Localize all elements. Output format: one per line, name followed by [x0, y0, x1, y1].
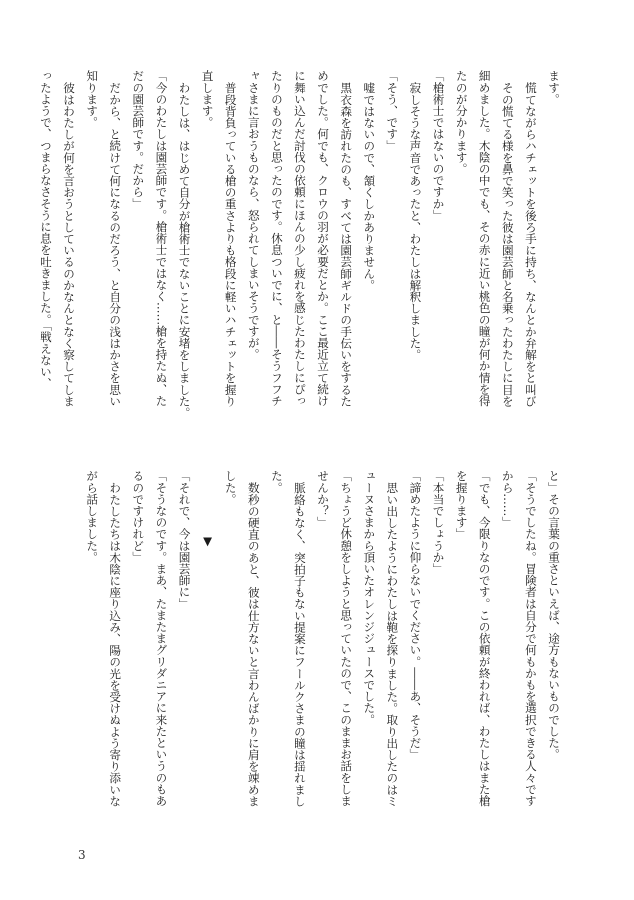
- text-line: がら話しました。: [85, 470, 100, 563]
- text-line: 「でも、今限りなのです。この依頼が終われば、わたしはまた槍: [477, 470, 492, 807]
- text-line: した。: [223, 470, 238, 505]
- text-line: 寂しそうな声音であったと、わたしは解釈しました。: [408, 81, 423, 360]
- text-line: 「そうなのです。まあ、たまたまグリダニアに来たというのもあ: [154, 470, 169, 807]
- text-line: たりのものだと思ったのです。休息ついでに、と――そうフフチ: [269, 70, 284, 407]
- text-line: 普段背負っている槍の重さよりも格段に軽いハチェットを握り: [223, 81, 238, 407]
- text-line: 「ちょうど休憩をしようと思っていたので、このままお話をしま: [339, 470, 354, 807]
- text-line: わたしは、はじめて自分が槍術士でないことに安堵をしました。: [177, 81, 192, 418]
- text-line: と」その言葉の重さといえば、途方もないものでした。: [547, 470, 561, 760]
- text-line: 「それで、今は園芸師に」: [177, 470, 192, 610]
- text-line: た。: [269, 470, 284, 494]
- text-line: 思い出したようにわたしは鞄を探りました。取り出したのはミ: [385, 481, 400, 807]
- text-line: 「今のわたしは園芸師です。槍術士ではなく……槍を持たぬ、た: [154, 70, 169, 407]
- text-line: だから、と続けて何になるのだろう、と自分の浅はかさを思い: [108, 81, 123, 407]
- text-line: 直します。: [200, 70, 215, 128]
- text-line: 「槍術士ではないのですか」: [431, 70, 446, 221]
- text-line: 「そうでしたね。冒険者は自分で何もかもを選択できる人々です: [523, 470, 538, 807]
- text-line: 黒衣森を訪れたのも、すべては園芸師ギルドの手伝いをするた: [339, 81, 354, 407]
- text-block-bottom: [85, 470, 565, 828]
- text-line: たのが分かります。: [454, 70, 469, 175]
- text-line: ャさまに言おうものなら、怒られてしまいそうですが。: [246, 70, 261, 360]
- text-line: わたしたちは木陰に座り込み、陽の光を受けぬよう寄り添いな: [108, 481, 123, 807]
- text-line: 知ります。: [85, 70, 100, 128]
- text-line: に舞い込んだ討伐の依頼にほんの少し疲れを感じたわたしにぴっ: [292, 70, 307, 407]
- text-block-top: [38, 70, 565, 428]
- text-line: 細めました。木陰の中でも、その赤に近い桃色の瞳が何か情を得: [477, 70, 492, 407]
- page-number: 3: [78, 848, 86, 862]
- text-line: その慌てる様を鼻で笑った彼は園芸師と名乗ったわたしに目を: [500, 81, 515, 407]
- text-line: 数秒の硬直のあと、彼は仕方ないと言わんばかりに肩を竦めま: [246, 481, 261, 807]
- text-line: ます。: [547, 70, 561, 105]
- text-line: めでした。何でも、クロウの羽が必要だとか。ここ最近立て続け: [316, 70, 331, 407]
- text-line: 「本当でしょうか」: [431, 470, 446, 575]
- text-line: 「諦めたように仰らないでください。――あ、そうだ」: [408, 470, 423, 760]
- text-line: ったようで、つまらなさそうに息を吐きました。「戦えない、: [38, 70, 53, 389]
- text-line: を握ります」: [454, 470, 469, 540]
- text-line: 「そう、です」: [385, 70, 400, 152]
- text-line: から……」: [500, 470, 515, 528]
- text-line: 慌てながらハチェットを後ろ手に持ち、なんとか弁解をと叫び: [523, 81, 538, 407]
- text-line: せんか？」: [316, 470, 331, 528]
- scene-break-mark: ▼: [200, 533, 215, 548]
- text-line: 彼はわたしが何を言おうとしているのかなんとなく察してしま: [62, 81, 77, 407]
- text-line: ューヌさまから頂いたオレンジジュースでした。: [362, 470, 377, 726]
- text-line: 嘘ではないので、頷くしかありません。: [362, 81, 377, 291]
- text-line: るのですけれど」: [131, 470, 146, 563]
- text-line: 脈絡もなく、突拍子もない提案にフールクさまの瞳は揺れまし: [292, 481, 307, 807]
- text-line: だの園芸師です。だから」: [131, 70, 146, 210]
